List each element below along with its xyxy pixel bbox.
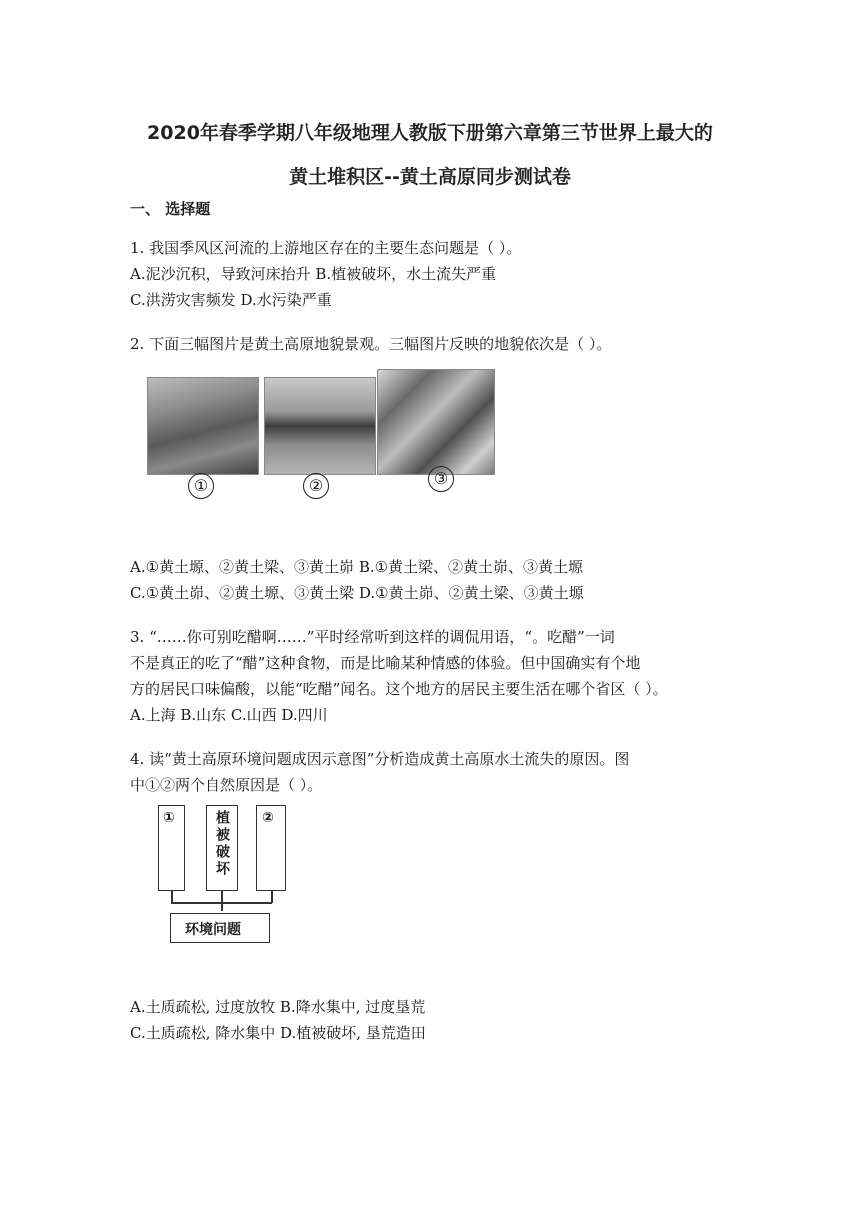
- doc-title-line2: 黄土堆积区--黄土高原同步测试卷: [289, 166, 571, 188]
- q3-stem-line3: 方的居民口味偏酸，以能“吃醋”闻名。这个地方的居民主要生活在哪个省区（ ）。: [130, 680, 668, 698]
- section-heading: 一、 选择题: [130, 200, 211, 218]
- q2-options-ab: A.①黄土塬、②黄土梁、③黄土峁 B.①黄土梁、②黄土峁、③黄土塬: [130, 558, 584, 576]
- diagram-box-2: [256, 805, 286, 891]
- diagram-box-environment: [170, 913, 270, 943]
- q4-stem-line2: 中①②两个自然原因是（ ）。: [130, 776, 323, 794]
- diagram-box-vegetation: [206, 805, 238, 891]
- loess-photo-2: [264, 377, 376, 475]
- diagram-box-2-label: ②: [262, 810, 274, 826]
- diagram-box-1: [158, 805, 185, 891]
- doc-title-line1: 2020年春季学期八年级地理人教版下册第六章第三节世界上最大的: [147, 122, 713, 144]
- loess-photo-1: [147, 377, 259, 475]
- q1-stem: 1. 我国季风区河流的上游地区存在的主要生态问题是（ ）。: [130, 239, 522, 257]
- q4-stem-line1: 4. 读“黄土高原环境问题成因示意图”分析造成黄土高原水土流失的原因。图: [130, 750, 630, 768]
- cause-diagram: [150, 800, 300, 945]
- q2-stem: 2. 下面三幅图片是黄土高原地貌景观。三幅图片反映的地貌依次是（ ）。: [130, 335, 612, 353]
- q2-photo-group: [145, 369, 495, 504]
- q1-options-cd: C.洪涝灾害频发 D.水污染严重: [130, 291, 332, 309]
- diagram-box-environment-label: 环境问题: [185, 922, 241, 938]
- q2-options-cd: C.①黄土峁、②黄土塬、③黄土梁 D.①黄土峁、②黄土梁、③黄土塬: [130, 584, 584, 602]
- diagram-box-1-label: ①: [163, 810, 175, 826]
- photo-label-2: ②: [303, 473, 329, 499]
- q3-options: A.上海 B.山东 C.山西 D.四川: [130, 706, 328, 724]
- q4-options-ab: A.土质疏松, 过度放牧 B.降水集中, 过度垦荒: [130, 998, 426, 1016]
- q3-stem-line2: 不是真正的吃了“醋”这种食物，而是比喻某种情感的体验。但中国确实有个地: [130, 654, 641, 672]
- loess-photo-3: [377, 369, 495, 475]
- diagram-box-vegetation-label: 植被破坏: [214, 810, 230, 878]
- q4-options-cd: C.土质疏松, 降水集中 D.植被破坏, 垦荒造田: [130, 1024, 426, 1042]
- photo-label-1: ①: [188, 473, 214, 499]
- q3-stem-line1: 3. “……你可别吃醋啊……”平时经常听到这样的调侃用语，“。吃醋”一词: [130, 628, 615, 646]
- q1-options-ab: A.泥沙沉积，导致河床抬升 B.植被破坏，水土流失严重: [130, 265, 497, 283]
- connector-arrow: [221, 891, 223, 911]
- photo-label-3: ③: [428, 466, 454, 492]
